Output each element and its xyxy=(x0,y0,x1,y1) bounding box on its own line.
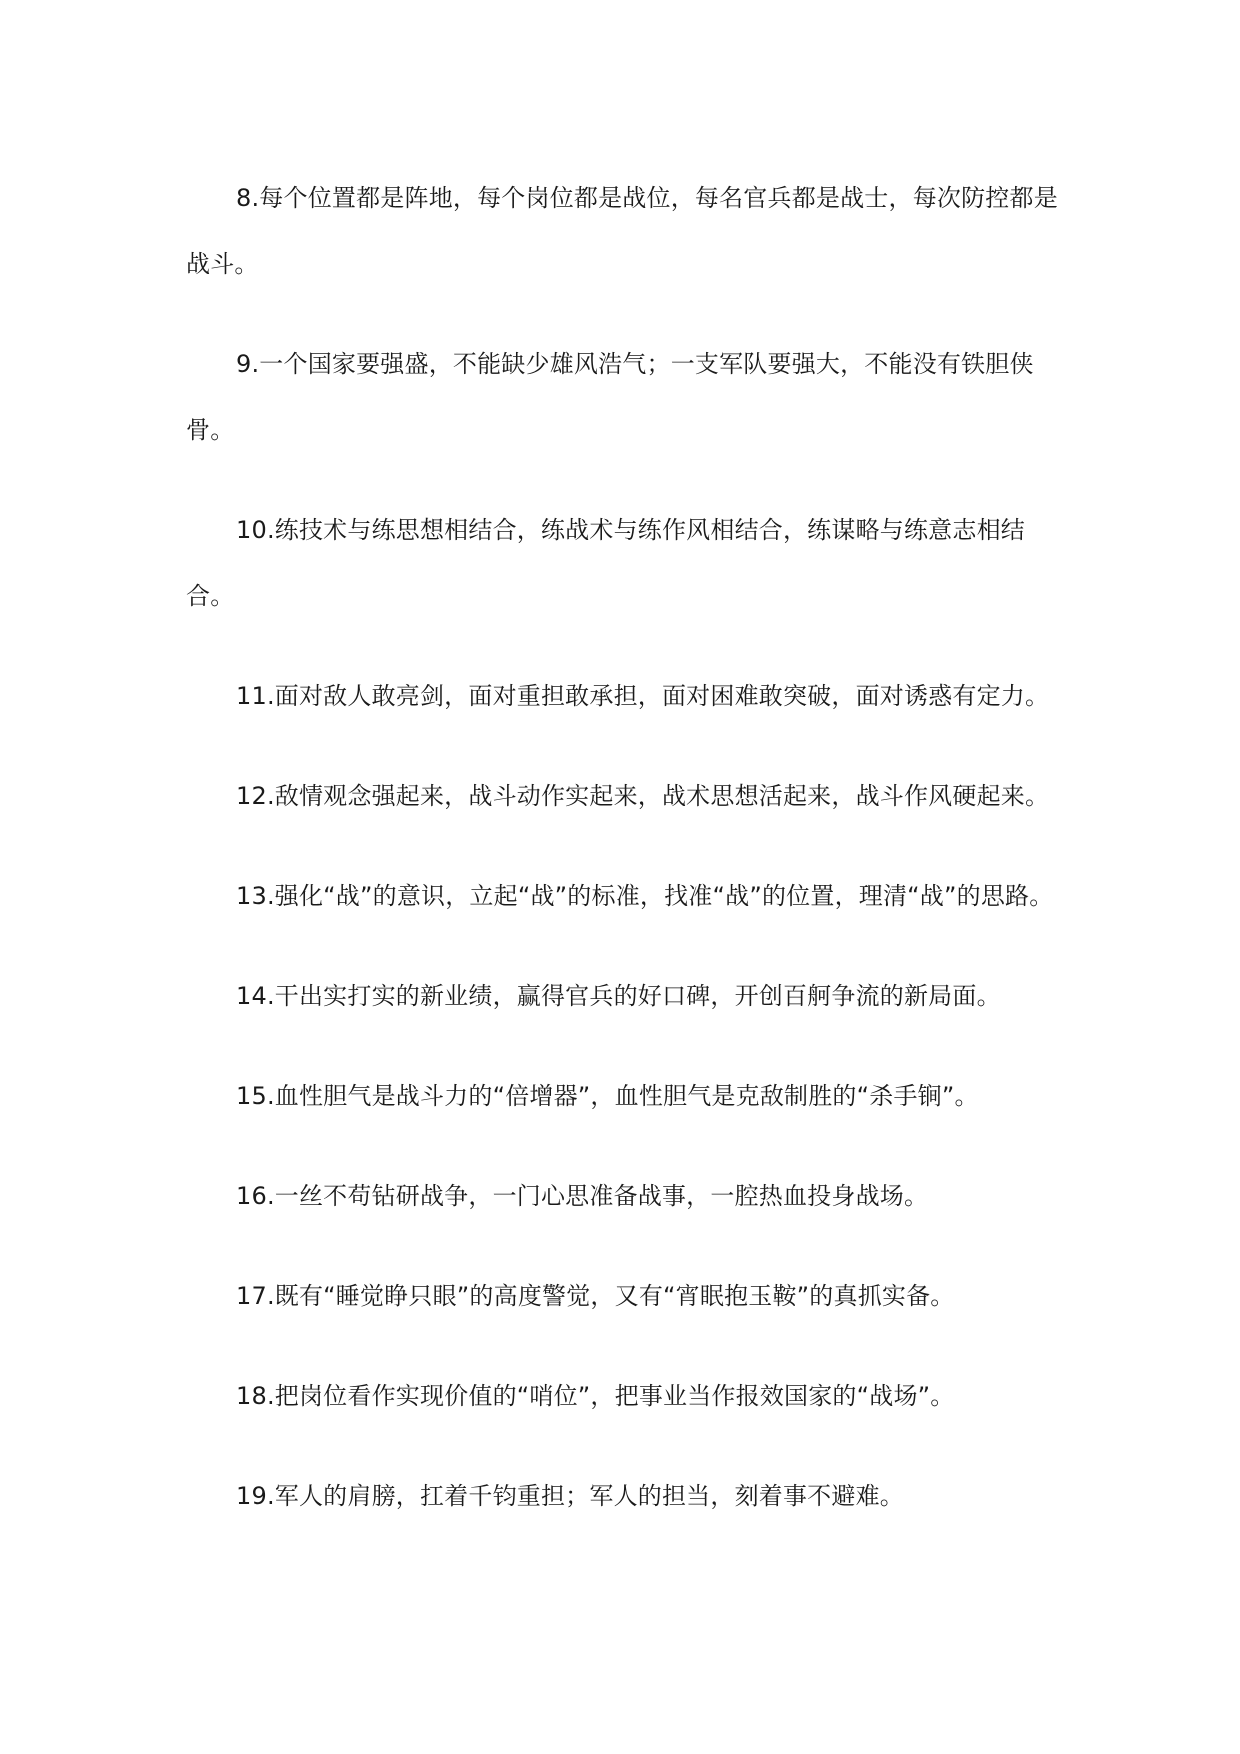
list-item: 10.练技术与练思想相结合，练战术与练作风相结合，练谋略与练意志相结合。 xyxy=(186,516,1025,610)
list-item: 9.一个国家要强盛，不能缺少雄风浩气；一支军队要强大，不能没有铁胆侠骨。 xyxy=(186,350,1034,444)
numbered-list xyxy=(186,165,1066,1563)
list-item: 16.一丝不苟钻研战争，一门心思准备战事，一腔热血投身战场。 xyxy=(236,1182,929,1210)
list-item: 11.面对敌人敢亮剑，面对重担敢承担，面对困难敢突破，面对诱惑有定力。 xyxy=(236,682,1050,710)
list-item: 14.干出实打实的新业绩，赢得官兵的好口碑，开创百舸争流的新局面。 xyxy=(236,982,1001,1010)
list-item: 8.每个位置都是阵地，每个岗位都是战位，每名官兵都是战士，每次防控都是战斗。 xyxy=(186,184,1058,278)
list-item: 15.血性胆气是战斗力的“倍增器”，血性胆气是克敌制胜的“杀手锏”。 xyxy=(236,1082,979,1110)
list-item: 18.把岗位看作实现价值的“哨位”，把事业当作报效国家的“战场”。 xyxy=(236,1382,955,1410)
list-item: 12.敌情观念强起来，战斗动作实起来，战术思想活起来，战斗作风硬起来。 xyxy=(236,782,1050,810)
list-item: 17.既有“睡觉睁只眼”的高度警觉，又有“宵眠抱玉鞍”的真抓实备。 xyxy=(236,1282,955,1310)
list-item: 13.强化“战”的意识，立起“战”的标准，找准“战”的位置，理清“战”的思路。 xyxy=(236,882,1054,910)
list-item: 19.军人的肩膀，扛着千钧重担；军人的担当，刻着事不避难。 xyxy=(236,1482,904,1510)
